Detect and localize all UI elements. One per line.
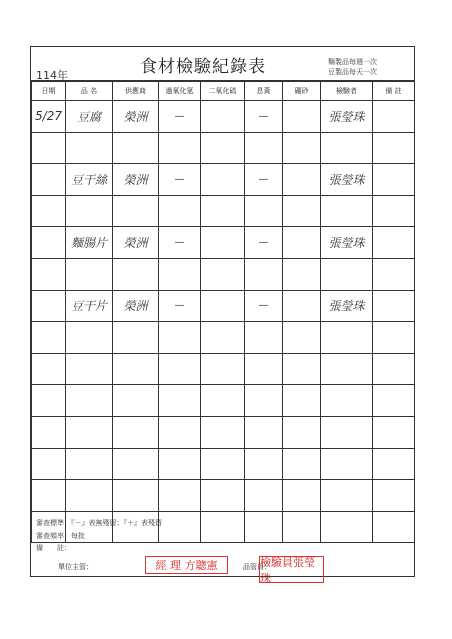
table-row xyxy=(32,101,415,133)
table-cell xyxy=(245,322,283,354)
table-cell xyxy=(373,290,415,322)
table-cell xyxy=(283,322,321,354)
table-cell xyxy=(201,448,245,480)
column-header: 檢驗者 xyxy=(321,82,373,101)
column-header: 日期 xyxy=(32,82,66,101)
table-cell xyxy=(66,353,113,385)
table-cell: 麵腸片 xyxy=(66,227,113,259)
table-cell xyxy=(321,322,373,354)
table-cell: 豆干絲 xyxy=(66,164,113,196)
table-cell xyxy=(32,195,66,227)
table-cell xyxy=(201,227,245,259)
table-cell: 榮洲 xyxy=(113,164,159,196)
table-header-row xyxy=(32,82,415,101)
table-cell xyxy=(159,132,201,164)
table-cell xyxy=(373,511,415,543)
table-cell xyxy=(66,448,113,480)
table-cell xyxy=(159,353,201,385)
table-cell xyxy=(373,385,415,417)
table-cell: 榮洲 xyxy=(113,101,159,133)
table-cell xyxy=(32,290,66,322)
table-row xyxy=(32,195,415,227)
table-cell xyxy=(201,511,245,543)
table-cell xyxy=(159,385,201,417)
table-cell: — xyxy=(159,227,201,259)
table-cell xyxy=(245,195,283,227)
table-cell xyxy=(283,353,321,385)
table-cell xyxy=(283,132,321,164)
table-cell xyxy=(321,511,373,543)
table-row xyxy=(32,132,415,164)
table-row xyxy=(32,290,415,322)
column-header: 過氧化氫 xyxy=(159,82,201,101)
table-cell xyxy=(159,511,201,543)
review-frequency: 審查頻率：每批 xyxy=(36,532,85,540)
inspection-table xyxy=(31,81,415,543)
table-row xyxy=(32,227,415,259)
table-cell: 5/27 xyxy=(32,101,66,133)
table-cell: 張瑩珠 xyxy=(321,164,373,196)
table-cell xyxy=(373,227,415,259)
table-row xyxy=(32,164,415,196)
table-cell xyxy=(321,448,373,480)
table-cell xyxy=(283,290,321,322)
table-cell xyxy=(66,416,113,448)
table-cell: 豆腐 xyxy=(66,101,113,133)
table-cell xyxy=(113,258,159,290)
frequency-note-tofu: 豆製品每天一次 xyxy=(328,68,377,76)
table-cell xyxy=(373,480,415,512)
table-cell: 張瑩珠 xyxy=(321,290,373,322)
page-title: 食材檢驗紀錄表 xyxy=(140,57,266,77)
table-cell xyxy=(283,480,321,512)
unit-supervisor-label: 單位主管： xyxy=(58,563,93,571)
table-cell xyxy=(32,322,66,354)
unit-supervisor-stamp: 經 理 方聰憲 xyxy=(145,556,228,574)
column-header: 二氧化硫 xyxy=(201,82,245,101)
table-cell xyxy=(321,132,373,164)
table-cell xyxy=(283,227,321,259)
table-cell xyxy=(32,132,66,164)
table-cell xyxy=(373,132,415,164)
column-header: 品 名 xyxy=(66,82,113,101)
table-cell xyxy=(113,385,159,417)
table-cell xyxy=(245,511,283,543)
table-cell xyxy=(201,416,245,448)
table-cell xyxy=(32,164,66,196)
table-cell xyxy=(373,416,415,448)
table-cell: 張瑩珠 xyxy=(321,227,373,259)
table-cell xyxy=(113,353,159,385)
year-label: 114年 xyxy=(36,69,68,82)
table-cell xyxy=(66,258,113,290)
table-cell xyxy=(283,164,321,196)
table-cell xyxy=(283,416,321,448)
column-header: 供應商 xyxy=(113,82,159,101)
table-cell xyxy=(159,416,201,448)
table-cell: — xyxy=(159,101,201,133)
table-cell xyxy=(321,480,373,512)
table-cell xyxy=(159,480,201,512)
table-cell xyxy=(113,132,159,164)
table-cell xyxy=(113,416,159,448)
table-cell xyxy=(201,290,245,322)
table-cell xyxy=(32,480,66,512)
table-row xyxy=(32,353,415,385)
table-cell xyxy=(245,132,283,164)
table-cell xyxy=(321,195,373,227)
table-cell xyxy=(283,101,321,133)
table-body xyxy=(32,101,415,543)
table-cell xyxy=(321,416,373,448)
table-cell xyxy=(283,511,321,543)
table-cell xyxy=(201,353,245,385)
table-cell xyxy=(373,258,415,290)
table-cell: 榮洲 xyxy=(113,227,159,259)
table-cell xyxy=(201,385,245,417)
table-cell xyxy=(159,322,201,354)
table-cell xyxy=(321,258,373,290)
table-cell xyxy=(159,258,201,290)
table-cell xyxy=(66,195,113,227)
table-cell xyxy=(373,195,415,227)
table-cell xyxy=(245,385,283,417)
table-cell xyxy=(283,195,321,227)
table-cell xyxy=(113,195,159,227)
inspection-table-wrapper xyxy=(31,80,414,514)
table-cell xyxy=(113,448,159,480)
table-cell xyxy=(201,480,245,512)
table-cell xyxy=(66,322,113,354)
table-cell xyxy=(245,448,283,480)
frequency-note-noodles: 麵製品每週一次 xyxy=(328,58,377,66)
table-cell xyxy=(283,258,321,290)
table-cell xyxy=(283,385,321,417)
column-header: 息黃 xyxy=(245,82,283,101)
table-cell: — xyxy=(245,227,283,259)
table-cell xyxy=(32,385,66,417)
table-cell xyxy=(245,416,283,448)
qa-stamp: 檢驗員張瑩珠 xyxy=(259,556,324,583)
table-cell: 豆干片 xyxy=(66,290,113,322)
table-cell xyxy=(245,353,283,385)
column-header: 備 註 xyxy=(373,82,415,101)
table-cell xyxy=(373,322,415,354)
table-cell: — xyxy=(245,290,283,322)
table-cell xyxy=(66,385,113,417)
remarks-label: 備 註： xyxy=(36,544,71,552)
table-row xyxy=(32,480,415,512)
table-cell xyxy=(201,164,245,196)
table-cell xyxy=(201,101,245,133)
table-cell xyxy=(201,322,245,354)
table-cell xyxy=(321,353,373,385)
table-cell xyxy=(113,480,159,512)
table-cell xyxy=(373,353,415,385)
qa-label: 品管員： xyxy=(243,563,271,571)
table-row xyxy=(32,385,415,417)
table-cell xyxy=(32,227,66,259)
table-row xyxy=(32,448,415,480)
table-cell xyxy=(321,385,373,417)
table-cell xyxy=(159,195,201,227)
table-cell: — xyxy=(245,164,283,196)
table-row xyxy=(32,322,415,354)
table-cell xyxy=(373,164,415,196)
table-cell xyxy=(66,480,113,512)
table-row xyxy=(32,416,415,448)
table-cell xyxy=(201,132,245,164)
table-cell xyxy=(32,448,66,480)
table-cell xyxy=(201,258,245,290)
table-cell xyxy=(245,258,283,290)
table-cell xyxy=(32,353,66,385)
table-cell xyxy=(373,448,415,480)
table-cell: — xyxy=(159,290,201,322)
table-cell xyxy=(113,322,159,354)
table-cell xyxy=(201,195,245,227)
table-cell xyxy=(32,416,66,448)
table-cell: — xyxy=(159,164,201,196)
column-header: 硼砂 xyxy=(283,82,321,101)
table-cell xyxy=(373,101,415,133)
table-cell: 榮洲 xyxy=(113,290,159,322)
table-cell xyxy=(32,258,66,290)
table-cell: — xyxy=(245,101,283,133)
table-cell xyxy=(283,448,321,480)
table-cell xyxy=(66,132,113,164)
review-standard: 審查標準：『－』表無殘留；『＋』表殘留 xyxy=(36,519,162,527)
table-cell: 張瑩珠 xyxy=(321,101,373,133)
table-row xyxy=(32,258,415,290)
table-cell xyxy=(245,480,283,512)
table-cell xyxy=(159,448,201,480)
